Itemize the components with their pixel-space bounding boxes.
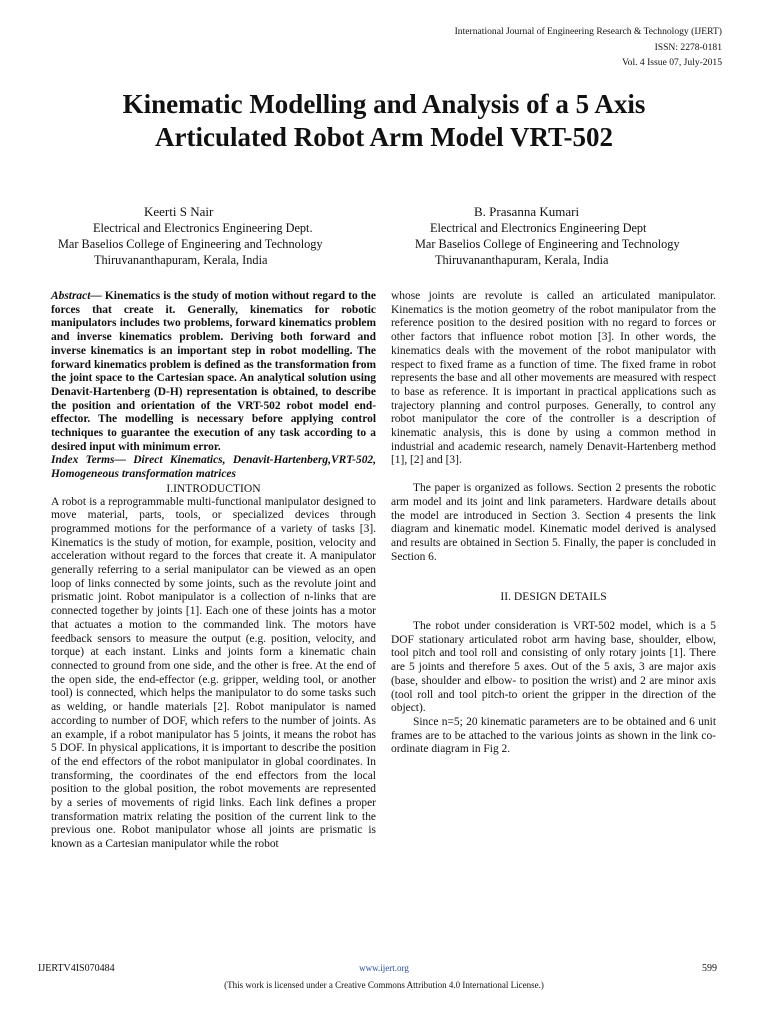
introduction-paragraph: A robot is a reprogrammable multi-functional manipulator designed to move material, parts, tools, or specialized devices through programmed motions for the performance of a variety of tasks [3]. Kinematics is the study of motion, for example, position, velocity and acceleration without regard to the forces that create it. A manipulator generally referring to a serial manipulator can be viewed as an open loop of links connected by some joints, such as the revolute joint and prismatic joint. Robot manipulator is a collection of n-links that are connected together by joints [1]. Each one of these joints has a motor that actuates a motion to the commanded link. The motors have feedback sensors to measure the output (e.g. position, velocity, and torque) at each instant. Links and joints form a kinematic chain connected to ground from one side, and the other is free. At the end of the open side, the end-effector (e.g. gripper, welding tool, or another tool) is connected, which helps the manipulator to do some tasks such as welding, or handle materials [2]. Robot manipulator is named according to number of DOF, which refers to the number of joints. As an example, if a robot manipulator has 5 joints, it means the robot has 5 DOF. In physical applications, it is important to describe the position of the end effectors of the robot manipulator in global coordinates. In transforming, the coordinates of the end effectors from the local position to the global position, the robot movements are represented by a series of movements of rigid links. Each link defines a proper transformation matrix relating the position of the current link to the previous one. Robot manipulator whose all joints are prismatic is known as a Cartesian manipulator while the robot	[51, 495, 376, 851]
abstract-label: Abstract—	[51, 290, 102, 302]
author-block-1	[58, 204, 358, 268]
title-line-2: Articulated Robot Arm Model VRT-502	[154, 122, 614, 152]
body-paragraph: Since n=5; 20 kinematic parameters are to be obtained and 6 unit frames are to be attached to the various joints as shown in the link co-ordinate diagram in Fig 2.	[391, 715, 716, 756]
abstract	[51, 290, 376, 454]
journal-link[interactable]: www.ijert.org	[359, 963, 409, 973]
author-name: B. Prasanna Kumari	[474, 204, 580, 219]
page-number: 599	[702, 963, 717, 974]
journal-name: International Journal of Engineering Research & Technology (IJERT)	[454, 26, 722, 37]
author-college: Mar Baselios College of Engineering and Technology	[415, 237, 680, 251]
license-note: (This work is licensed under a Creative Commons Attribution 4.0 International License.)	[224, 980, 544, 990]
author-dept: Electrical and Electronics Engineering Dept.	[93, 221, 313, 235]
author-college: Mar Baselios College of Engineering and Technology	[58, 237, 323, 251]
author-location: Thiruvananthapuram, Kerala, India	[94, 253, 268, 267]
paper-id: IJERTV4IS070484	[38, 963, 115, 974]
page-footer	[0, 963, 768, 1003]
author-dept: Electrical and Electronics Engineering Dept	[430, 221, 647, 235]
left-column	[51, 290, 376, 852]
author-name: Keerti S Nair	[144, 204, 214, 219]
journal-volume: Vol. 4 Issue 07, July-2015	[621, 57, 722, 68]
right-column	[391, 290, 716, 757]
index-terms: Index Terms— Direct Kinematics, Denavit-Hartenberg,VRT-502, Homogeneous transformation matrices	[51, 454, 376, 481]
journal-issn: ISSN: 2278-0181	[654, 41, 722, 53]
body-paragraph: The paper is organized as follows. Section 2 presents the robotic arm model and its joint and link parameters. Hardware details about the model are introduced in Section 3. Section 4 presents the link diagram and kinematic model. Kinematic model derived is analysed and results are obtained in Section 5. Finally, the paper is concluded in Section 6.	[391, 482, 716, 563]
section-heading-design: II. DESIGN DETAILS	[500, 590, 607, 604]
abstract-text: Kinematics is the study of motion without regard to the forces that create it. Generally, kinematics for robotic manipulators includes two problems, forward kinematics problem and inverse kinematics problem. Deriving both forward and inverse kinematics is an important step in robot modelling. The forward kinematics problem is defined as the transformation from the joint space to the Cartesian space. An analytical solution using Denavit-Hartenberg (D-H) representation is obtained, to describe the position and orientation of the VRT-502 robot model end-effector. The modelling is necessary before applying control techniques to guarantee the execution of any task according to a desired input with minimum error.	[51, 290, 376, 453]
journal-header	[322, 24, 722, 71]
title-line-1: Kinematic Modelling and Analysis of a 5 Axis	[122, 89, 646, 119]
author-location: Thiruvananthapuram, Kerala, India	[435, 253, 609, 267]
section-heading-introduction: I.INTRODUCTION	[166, 481, 261, 495]
author-block-2	[412, 204, 712, 268]
body-paragraph: whose joints are revolute is called an articulated manipulator. Kinematics is the motion geometry of the robot manipulator from the reference position to the desired position with no regard to forces or other factors that influence robot motion [3]. In other words, the kinematics deals with the movement of the robot manipulator with respect to fixed frame as a function of time. The fixed frame in robot represents the base and all other movements are measured with respect to base as reference. It is important in practical applications such as trajectory planning and control purposes. Generally, to control any robot manipulator the core of the controller is a description of kinematic analysis, this is done by using a common method in industrial and academic research, namely Denavit-Hartenberg method [1], [2] and [3].	[391, 290, 716, 467]
body-paragraph: The robot under consideration is VRT-502 model, which is a 5 DOF stationary articulated robot arm having base, shoulder, elbow, tool pitch and tool roll and consisting of only rotary joints [1]. There are 5 joints and therefore 5 axes. Out of the 5 axis, 3 are major axis (base, shoulder and elbow- to position the wrist) and 2 are minor axis (tool roll and tool pitch-to orient the gripper in the direction of the object).	[391, 620, 716, 715]
paper-title	[0, 88, 768, 154]
